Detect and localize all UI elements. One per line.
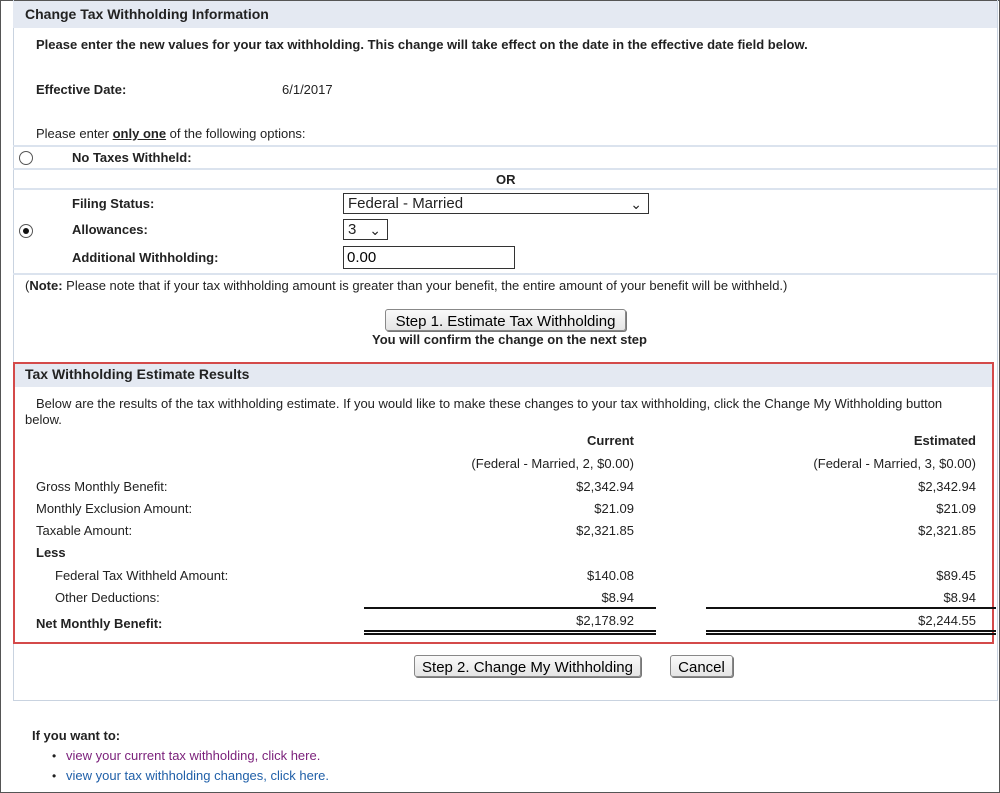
form-header — [13, 1, 997, 28]
current-value: $21.09 — [594, 501, 634, 516]
no-taxes-radio[interactable] — [19, 151, 33, 165]
note-text — [25, 278, 787, 293]
estimated-value: $2,321.85 — [918, 523, 976, 538]
view-withholding-changes-link[interactable]: view your tax withholding changes, click here. — [66, 768, 330, 783]
total-double-line-estimated — [706, 630, 996, 635]
note-open: ( — [25, 278, 30, 293]
results-intro-line1: Below are the results of the tax withholding estimate. If you would like to make these changes to your tax withholding, click the Change My Withholding button — [36, 396, 943, 411]
estimated-value: $21.09 — [936, 501, 976, 516]
additional-withholding-label: Additional Withholding: — [72, 250, 219, 265]
filing-status-label: Filing Status: — [72, 196, 155, 211]
divider — [13, 168, 997, 170]
chevron-down-icon: ⌄ — [369, 222, 381, 238]
note-body: Please note that if your tax withholding amount is greater than your benefit, the entire amount of your benefit will be withheld.) — [62, 278, 788, 293]
divider — [13, 145, 997, 147]
bullet-icon: • — [52, 769, 57, 783]
note-bold: Note: — [29, 278, 63, 293]
allowances-value: 3 — [348, 221, 357, 238]
effective-date-label: Effective Date: — [36, 82, 127, 97]
total-double-line-current — [364, 630, 656, 635]
bullet-icon: • — [52, 749, 57, 763]
net-current-value: $2,178.92 — [576, 613, 634, 628]
filing-status-select[interactable] — [343, 193, 649, 214]
cancel-button[interactable]: Cancel — [670, 655, 733, 677]
estimated-value: $8.94 — [943, 590, 976, 605]
options-prefix: Please enter — [36, 126, 113, 141]
row-label: Federal Tax Withheld Amount: — [55, 568, 229, 583]
or-label: OR — [496, 172, 516, 187]
filing-status-value: Federal - Married — [348, 195, 464, 212]
subtotal-line-current — [364, 607, 656, 609]
net-monthly-benefit-label: Net Monthly Benefit: — [36, 616, 163, 631]
chevron-down-icon: ⌄ — [630, 196, 642, 212]
additional-withholding-input[interactable] — [343, 246, 515, 269]
column-header-current: Current — [587, 433, 634, 448]
options-instruction — [36, 126, 306, 141]
subtotal-line-estimated — [706, 607, 996, 609]
view-current-withholding-link[interactable]: view your current tax withholding, click here. — [66, 748, 321, 763]
row-label: Taxable Amount: — [36, 523, 133, 538]
row-label: Monthly Exclusion Amount: — [36, 501, 193, 516]
row-label: Other Deductions: — [55, 590, 160, 605]
results-intro-line2: below. — [25, 412, 62, 427]
form-title: Change Tax Withholding Information — [25, 6, 269, 22]
confirm-note: You will confirm the change on the next step — [372, 332, 647, 347]
current-value: $2,342.94 — [576, 479, 634, 494]
current-subheader: (Federal - Married, 2, $0.00) — [471, 456, 634, 471]
current-value: $140.08 — [587, 568, 634, 583]
estimated-value: $2,342.94 — [918, 479, 976, 494]
links-title: If you want to: — [32, 728, 121, 743]
options-suffix: of the following options: — [166, 126, 306, 141]
current-value: $8.94 — [601, 590, 634, 605]
withholding-options-radio[interactable] — [19, 224, 33, 238]
change-withholding-button[interactable]: Step 2. Change My Withholding — [414, 655, 641, 677]
no-taxes-label: No Taxes Withheld: — [72, 150, 192, 165]
estimated-subheader: (Federal - Married, 3, $0.00) — [813, 456, 976, 471]
results-title: Tax Withholding Estimate Results — [25, 366, 250, 382]
allowances-label: Allowances: — [72, 222, 148, 237]
row-label: Gross Monthly Benefit: — [36, 479, 168, 494]
divider — [13, 273, 997, 275]
estimate-button[interactable]: Step 1. Estimate Tax Withholding — [385, 309, 626, 331]
options-emphasis: only one — [112, 126, 167, 141]
less-label: Less — [36, 545, 66, 560]
allowances-select[interactable] — [343, 219, 388, 240]
estimated-value: $89.45 — [936, 568, 976, 583]
column-header-estimated: Estimated — [913, 433, 976, 448]
current-value: $2,321.85 — [576, 523, 634, 538]
net-estimated-value: $2,244.55 — [918, 613, 976, 628]
effective-date-value: 6/1/2017 — [282, 82, 333, 97]
form-intro: Please enter the new values for your tax withholding. This change will take effect on the date in the effective date field below. — [36, 37, 808, 52]
divider — [13, 188, 997, 190]
